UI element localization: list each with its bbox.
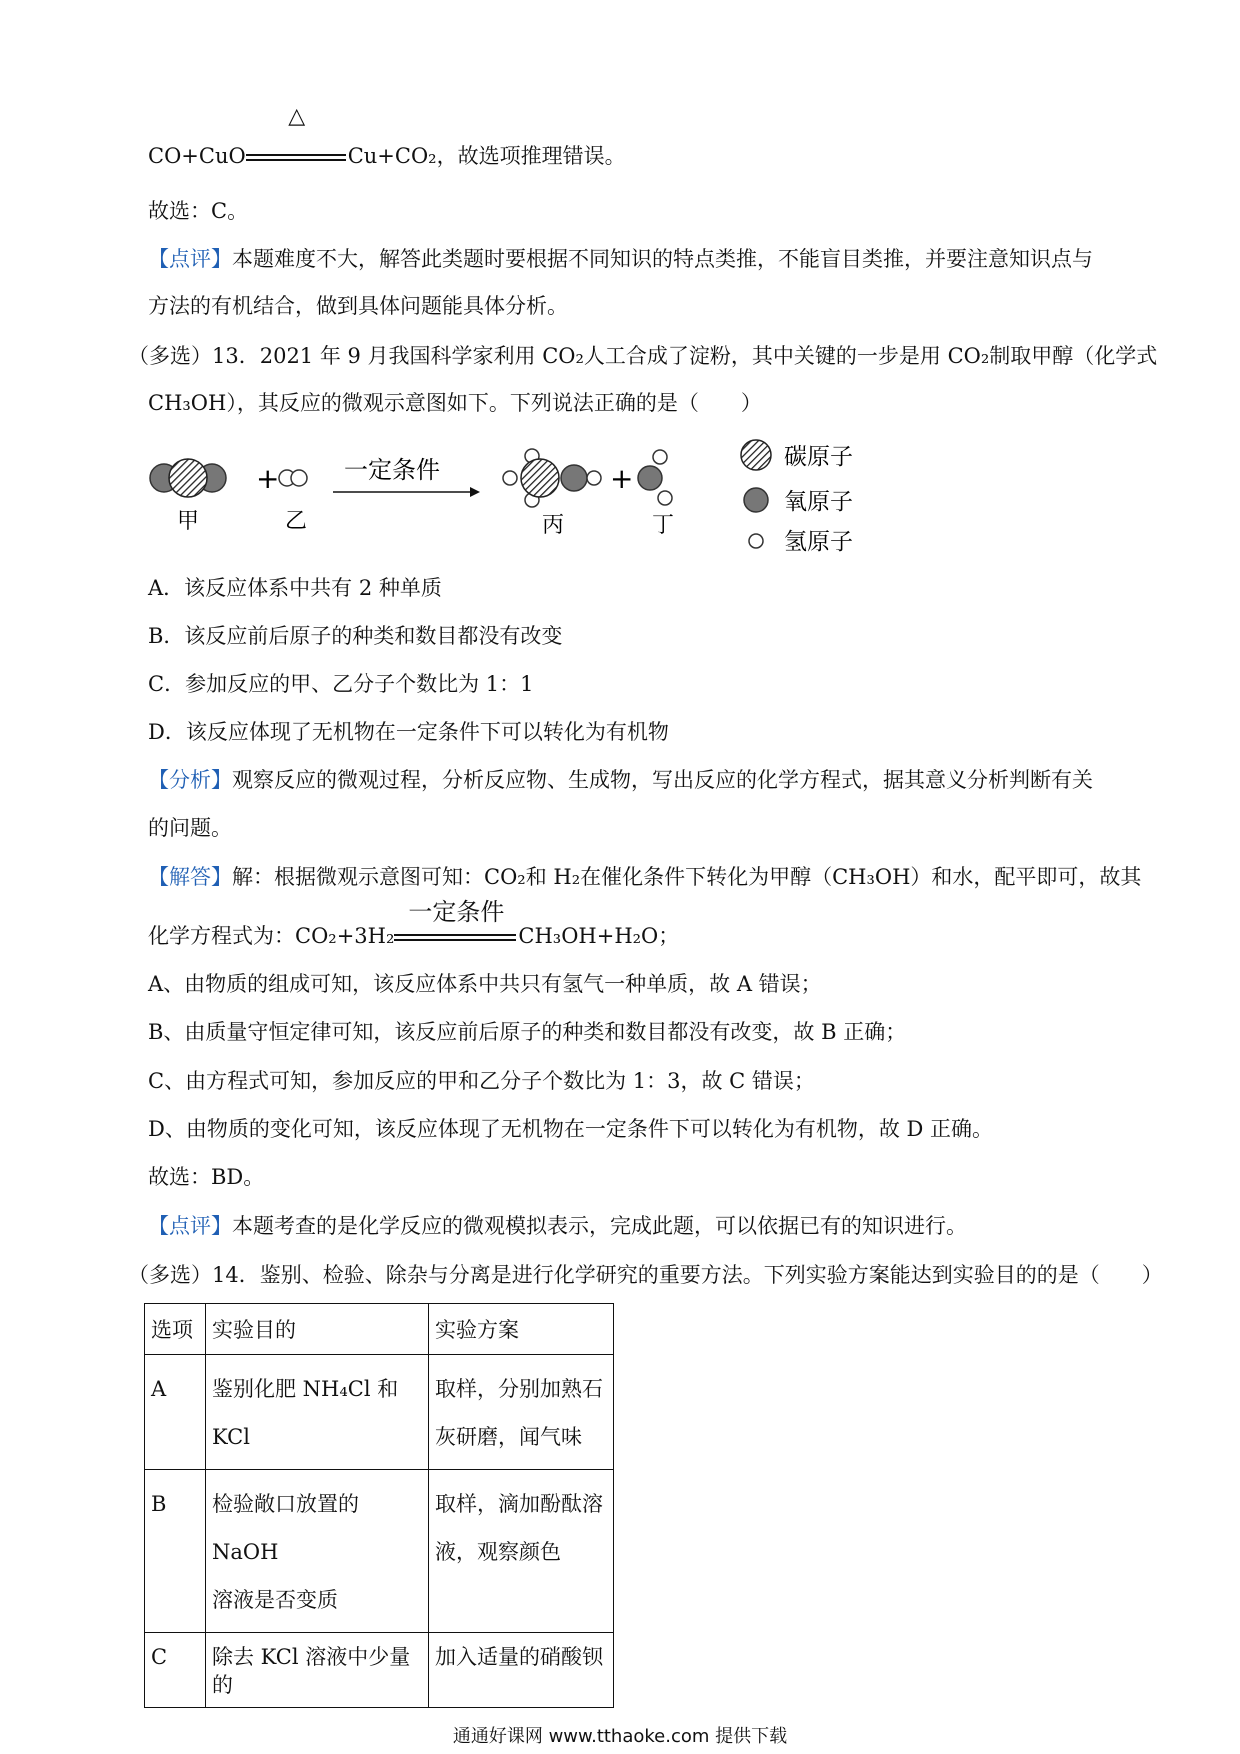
q14-stem: （多选）14．鉴别、检验、除杂与分离是进行化学研究的重要方法。下列实验方案能达到实验目的的是（ ） — [128, 1263, 1163, 1287]
comment-tag: 【点评】 — [148, 1214, 232, 1238]
goal-line2: 溶液是否变质 — [212, 1588, 338, 1612]
q13-comment — [148, 1210, 967, 1240]
solution-tag: 【解答】 — [148, 865, 232, 889]
row-option: A — [145, 1355, 206, 1470]
table-row — [145, 1470, 614, 1633]
equation-cuo — [148, 103, 626, 170]
row-option: B — [145, 1470, 206, 1633]
equation-left: 化学方程式为：CO₂+3H₂ — [148, 924, 395, 948]
legend-carbon-swatch — [741, 440, 771, 470]
row-option: C — [145, 1633, 206, 1708]
q13-stem-line2: CH₃OH），其反应的微观示意图如下。下列说法正确的是（ ） — [148, 391, 762, 415]
plan-line1: 取样，分别加熟石 — [435, 1377, 603, 1401]
legend-carbon: 碳原子 — [784, 444, 853, 470]
q13-judge-b: B、由质量守恒定律可知，该反应前后原子的种类和数目都没有改变，故 B 正确； — [148, 1020, 907, 1044]
row-plan — [429, 1355, 614, 1470]
plan-line1: 加入适量的硝酸钡 — [435, 1645, 603, 1669]
header-plan: 实验方案 — [429, 1304, 614, 1355]
co2-molecule — [150, 459, 226, 497]
q13-option-d: D．该反应体现了无机物在一定条件下可以转化为有机物 — [148, 720, 669, 744]
label-ding: 丁 — [651, 513, 675, 538]
goal-line1: 检验敞口放置的 NaOH — [212, 1492, 359, 1564]
arrow-condition: 一定条件 — [344, 456, 440, 484]
q13-judge-a: A、由物质的组成可知，该反应体系中共只有氢气一种单质，故 A 错误； — [148, 972, 822, 996]
q13-analysis-line1 — [148, 764, 1093, 794]
q12-answer: 故选：C。 — [148, 199, 249, 223]
heat-symbol: △ — [288, 103, 306, 129]
double-line — [246, 154, 346, 161]
analysis-text: 观察反应的微观过程，分析反应物、生成物，写出反应的化学方程式，据其意义分析判断有关 — [232, 768, 1093, 792]
label-yi: 乙 — [284, 509, 308, 534]
reaction-svg — [148, 428, 908, 566]
q12-comment-line2: 方法的有机结合，做到具体问题能具体分析。 — [148, 294, 568, 318]
row-goal — [206, 1470, 429, 1633]
legend-hydrogen-swatch — [749, 534, 763, 548]
equation-arrow — [246, 103, 348, 168]
goal-line1: 鉴别化肥 NH₄Cl 和 KCl — [212, 1377, 399, 1449]
q13-judge-c: C、由方程式可知，参加反应的甲和乙分子个数比为 1：3，故 C 错误； — [148, 1069, 815, 1093]
q13-equation — [148, 897, 680, 950]
q13-option-a: A．该反应体系中共有 2 种单质 — [148, 576, 442, 600]
page-footer: 通通好课网 www.tthaoke.com 提供下载 — [452, 1726, 788, 1747]
analysis-tag: 【分析】 — [148, 768, 232, 792]
q12-comment-line1 — [148, 243, 1093, 273]
equation-right: Cu+CO₂，故选项推理错误。 — [347, 144, 626, 168]
double-line — [394, 934, 516, 941]
row-goal — [206, 1355, 429, 1470]
h2-molecule — [279, 470, 307, 486]
equation-right: CH₃OH+H₂O； — [518, 924, 680, 948]
table-row — [145, 1633, 614, 1708]
q14-table — [144, 1303, 614, 1708]
header-option: 选项 — [145, 1304, 206, 1355]
row-plan — [429, 1633, 614, 1708]
q13-analysis-line2: 的问题。 — [148, 816, 232, 840]
reaction-arrowhead — [470, 487, 480, 497]
header-goal: 实验目的 — [206, 1304, 429, 1355]
legend-oxygen-swatch — [744, 488, 768, 512]
q13-option-c: C．参加反应的甲、乙分子个数比为 1：1 — [148, 672, 534, 696]
q13-stem-line1: （多选）13．2021 年 9 月我国科学家利用 CO₂人工合成了淀粉，其中关键的一步是用 CO₂制取甲醇（化学式 — [128, 344, 1158, 368]
legend — [741, 440, 853, 555]
comment-tag: 【点评】 — [148, 247, 232, 271]
q13-solution-line1 — [148, 861, 1141, 891]
table-header-row — [145, 1304, 614, 1355]
row-plan — [429, 1470, 614, 1633]
legend-oxygen: 氧原子 — [784, 489, 853, 515]
solution-text: 解：根据微观示意图可知：CO₂和 H₂在催化条件下转化为甲醇（CH₃OH）和水，配平即可，故其 — [232, 865, 1142, 889]
row-goal — [206, 1633, 429, 1708]
label-jia: 甲 — [176, 509, 200, 534]
plan-line1: 取样，滴加酚酞溶 — [435, 1492, 603, 1516]
table-row — [145, 1355, 614, 1470]
equation-condition: 一定条件 — [408, 897, 505, 926]
plus-sign-1: + — [256, 462, 280, 495]
plan-line2: 灰研磨，闻气味 — [435, 1425, 582, 1449]
goal-line1: 除去 KCl 溶液中少量的 — [212, 1645, 411, 1697]
legend-hydrogen: 氢原子 — [784, 529, 853, 555]
equation-left: CO+CuO — [148, 144, 246, 168]
q13-judge-d: D、由物质的变化可知，该反应体现了无机物在一定条件下可以转化为有机物，故 D 正确。 — [148, 1117, 994, 1141]
q13-option-b: B．该反应前后原子的种类和数目都没有改变 — [148, 624, 563, 648]
plan-line2: 液，观察颜色 — [435, 1540, 561, 1564]
equation-arrow — [394, 897, 518, 948]
comment-text: 本题考查的是化学反应的微观模拟表示，完成此题，可以依据已有的知识进行。 — [232, 1214, 967, 1238]
reaction-diagram — [148, 428, 908, 566]
plus-sign-2: + — [610, 462, 634, 495]
q13-answer: 故选：BD。 — [148, 1165, 265, 1189]
ch3oh-molecule — [503, 449, 601, 507]
h2o-molecule — [638, 450, 672, 505]
comment-text: 本题难度不大，解答此类题时要根据不同知识的特点类推，不能盲目类推，并要注意知识点与 — [232, 247, 1093, 271]
label-bing: 丙 — [541, 513, 565, 538]
